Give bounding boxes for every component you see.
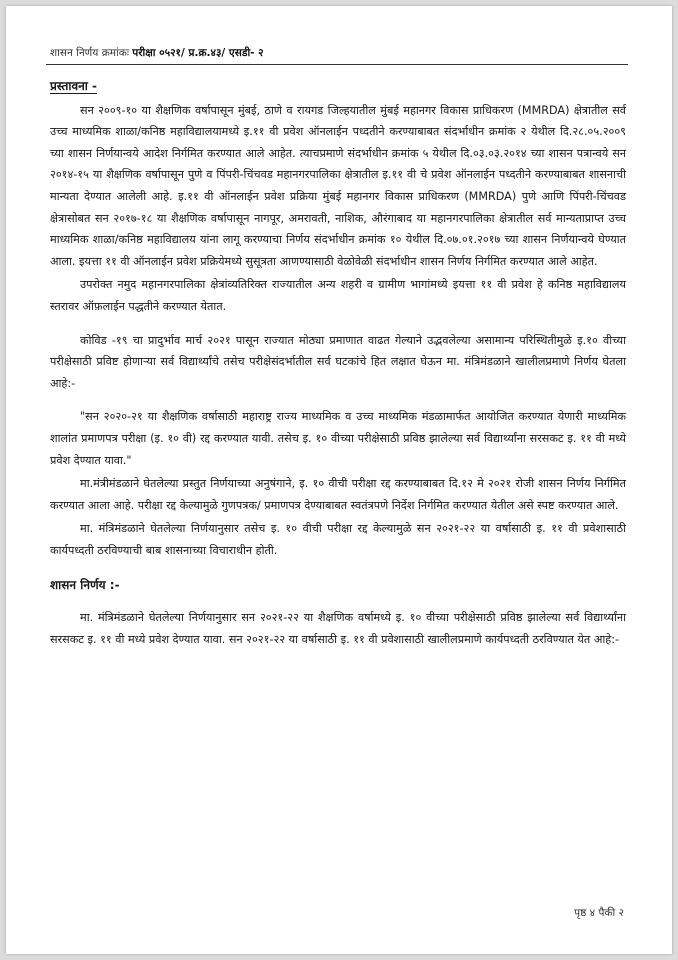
- document-header: [50, 46, 264, 60]
- header-number: परीक्षा ०५२१/ प्र.क्र.४३/ एसडी- २: [132, 47, 264, 59]
- shasan-nirnay-paragraph-1: मा. मंत्रिमंडळाने घेतलेल्या निर्णयानुसार सन २०२१-२२ या शैक्षणिक वर्षामध्ये इ. १० वीच्या परीक्षेसाठी प्रविष्ठ झालेल्या सर्व विद्यार्थ्यांना सरसकट इ. ११ वी मध्ये प्रवेश देण्यात यावा. सन २०२१-२२ या वर्षासाठी इ. ११ वी प्रवेशासाठी खालीलप्रमाणे कार्यपध्दती ठरविण्यात येत आहे:-: [50, 611, 626, 646]
- document-page: [6, 6, 672, 954]
- prastavana-paragraph-2: उपरोक्त नमुद महानगरपालिका क्षेत्रांव्यतिरिक्त राज्यातील अन्य शहरी व ग्रामीण भागांमध्ये इयत्ता ११ वी प्रवेश हे कनिष्ठ महाविद्यालय स्तरावर ऑफ़लाईन पद्धतीने करण्यात येतात.: [50, 278, 626, 313]
- page-number: पृष्ठ ४ पैकी २: [574, 907, 624, 919]
- document-body: [50, 72, 626, 652]
- prastavana-paragraph-3: कोविड -१९ चा प्रादुर्भाव मार्च २०२१ पासून राज्यात मोठ्या प्रमाणात वाढत गेल्याने उद्भवलेल्या असामान्य परिस्थितीमुळे इ.१० वीच्या परीक्षेसाठी प्रविष्ट होणाऱ्या सर्व विद्यार्थ्यांचे तसेच परीक्षेसंदर्भातील सर्व घटकांचे हित लक्षात घेऊन मा. मंत्रिमंडळाने खालीलप्रमाणे निर्णय घेतला आहे:-: [50, 333, 626, 390]
- prastavana-paragraph-6: मा. मंत्रिमंडळाने घेतलेल्या निर्णयानुसार तसेच इ. १० वीची परीक्षा रद्द केल्यामुळे सन २०२१-२२ या वर्षासाठी इ. ११ वी प्रवेशासाठी कार्यपध्दती ठरविण्याची बाब शासनाच्या विचाराधीन होती.: [50, 522, 626, 557]
- prastavana-paragraph-5: मा.मंत्रीमंडळाने घेतलेल्या प्रस्तुत निर्णयाच्या अनुषंगाने, इ. १० वीची परीक्षा रद्द करण्याबाबत दि.१२ मे २०२१ रोजी शासन निर्णय निर्गमित करण्यात आला आहे. परीक्षा रद्द केल्यामुळे गुणपत्रक/ प्रमाणपत्र देण्याबाबत स्वतंत्रपणे निर्देश निर्गमित करण्यात येतील असे स्पष्ट करण्यात आले.: [50, 477, 626, 512]
- prastavana-paragraph-1: सन २००९-१० या शैक्षणिक वर्षापासून मुंबई, ठाणे व रायगड जिल्हयातील मुंबई महानगर विकास प्राधिकरण (MMRDA) क्षेत्रातील सर्व उच्च माध्यमिक शाळा/कनिष्ठ महाविद्यालयामध्ये इ.११ वी प्रवेश ऑनलाईन पध्दतीने करण्याबाबत संदर्भाधीन क्रमांक २ येथील दि.२८.०५.२००९ च्या शासन निर्णयान्वये आदेश निर्गमित करण्यात आले आहेत. त्याचप्रमाणे संदर्भाधीन क्रमांक ५ येथील दि.०३.०३.२०१४ च्या शासन पत्रान्वये सन २०१४-१५ या शैक्षणिक वर्षापासून पुणे व पिंपरी-चिंचवड महानगरपालिका क्षेत्रातील इ.११ वी चे प्रवेश ऑनलाईन पध्दतीने करण्याबाबत शासनाची मान्यता देण्यात आलेली आहे. इ.११ वी ऑनलाईन प्रवेश प्रक्रिया मुंबई महानगर विकास प्राधिकरण (MMRDA) पुणे आणि पिंपरी-चिंचवड क्षेत्रासोबत सन २०१७-१८ या शैक्षणिक वर्षापासून नागपूर, अमरावती, नाशिक, औरंगाबाद या महानगरपालिका क्षेत्रातील सर्व मान्यताप्राप्त उच्च माध्यमिक शाळा/कनिष्ठ महाविद्यालय यांना लागू करण्याचा निर्णय संदर्भाधीन क्रमांक १० येथील दि.०७.०१.२०१७ च्या शासन निर्णयान्वये घेण्यात आला. इयत्ता ११ वी ऑनलाईन प्रवेश प्रक्रियेमध्ये सुसूत्रता आणण्यासाठी वेळोवेळी संदर्भाधीन शासन निर्णय निर्गमित करण्यात आले आहेत.: [50, 103, 626, 268]
- shasan-nirnay-heading: शासन निर्णय :-: [50, 578, 120, 593]
- header-divider: [46, 64, 628, 65]
- prastavana-heading: प्रस्तावना -: [50, 79, 98, 93]
- cabinet-decision-quote: "सन २०२०-२१ या शैक्षणिक वर्षासाठी महाराष्ट्र राज्य माध्यमिक व उच्च माध्यमिक मंडळामार्फत आयोजित करण्यात येणारी माध्यमिक शालांत प्रमाणपत्र परीक्षा (इ. १० वी) रद्द करण्यात यावी. तसेच इ. १० वीच्या परीक्षेसाठी प्रविष्ठ झालेल्या सर्व विद्यार्थ्यांना सरसकट इ. ११ वी मध्ये प्रवेश देण्यात यावा.": [50, 410, 626, 467]
- header-prefix: शासन निर्णय क्रमांकः: [50, 47, 129, 59]
